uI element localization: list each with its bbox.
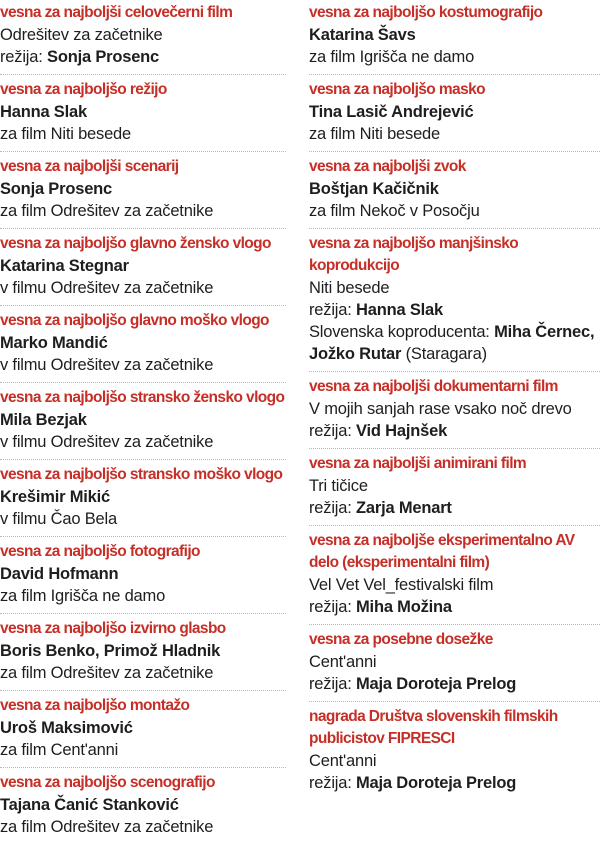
award-category: vesna za najboljšo scenografijo (0, 774, 215, 791)
coproducers-line (309, 321, 600, 365)
coproducer-names: Miha Černec, Jožko Rutar (309, 323, 595, 363)
winner-name: Krešimir Mikić (0, 488, 111, 506)
awards-column-left (0, 0, 286, 844)
winner-name: Boris Benko, Primož Hladnik (0, 642, 221, 660)
award-best-feature-film (0, 0, 286, 75)
award-detail: za film Odrešitev za začetnike (0, 202, 214, 220)
award-detail: za film Igrišča ne damo (0, 587, 166, 605)
director-label: režija: (309, 598, 352, 616)
director-line (0, 46, 286, 68)
award-category: vesna za najboljši scenarij (0, 158, 179, 175)
award-detail: v filmu Čao Bela (0, 510, 117, 528)
award-category: vesna za najboljšo glavno žensko vlogo (0, 235, 271, 252)
director-label: režija: (309, 499, 352, 517)
director-name: Vid Hajnšek (356, 422, 448, 440)
director-label: režija: (309, 301, 352, 319)
award-best-supporting-actress (0, 383, 286, 460)
winner-name: Hanna Slak (0, 103, 87, 121)
award-best-makeup (309, 75, 600, 152)
award-fipresci (309, 702, 600, 800)
award-category: vesna za najboljšo fotografijo (0, 543, 200, 560)
award-detail: za film Cent'anni (0, 741, 119, 759)
award-best-animated-film (309, 449, 600, 526)
director-label: režija: (309, 675, 352, 693)
award-detail: za film Niti besede (0, 125, 132, 143)
director-name: Hanna Slak (356, 301, 443, 319)
director-line (309, 596, 600, 618)
director-label: režija: (0, 48, 43, 66)
award-category: vesna za najboljšo stransko žensko vlogo (0, 389, 285, 406)
director-line (309, 772, 600, 794)
award-best-lead-actor (0, 306, 286, 383)
film-title: V mojih sanjah rase vsako noč drevo (309, 400, 572, 418)
award-category: vesna za najboljše eksperimentalno AV delo (eksperimentalni film) (309, 532, 575, 571)
award-best-lead-actress (0, 229, 286, 306)
award-best-sound (309, 152, 600, 229)
winner-name: Sonja Prosenc (0, 180, 113, 198)
award-detail: za film Odrešitev za začetnike (0, 818, 214, 836)
winner-name: Tina Lasič Andrejević (309, 103, 474, 121)
film-title: Odrešitev za začetnike (0, 26, 163, 44)
award-category: vesna za najboljšo montažo (0, 697, 190, 714)
director-name: Maja Doroteja Prelog (356, 675, 517, 693)
award-detail: za film Niti besede (309, 125, 441, 143)
winner-name: Mila Bezjak (0, 411, 87, 429)
award-detail: za film Odrešitev za začetnike (0, 664, 214, 682)
winner-name: David Hofmann (0, 565, 119, 583)
award-category: vesna za najboljši animirani film (309, 455, 527, 472)
award-best-documentary (309, 372, 600, 449)
coproducer-company: (Staragara) (405, 345, 487, 363)
film-title: Cent'anni (309, 752, 377, 770)
award-category: vesna za najboljši celovečerni film (0, 4, 233, 21)
winner-name: Tajana Čanić Stanković (0, 796, 179, 814)
film-title: Tri tičice (309, 477, 368, 495)
award-category: vesna za najboljšo režijo (0, 81, 167, 98)
winner-name: Uroš Maksimović (0, 719, 133, 737)
award-category: nagrada Društva slovenskih filmskih publicistov FIPRESCI (309, 708, 558, 747)
coproducer-label: Slovenska koproducenta: (309, 323, 490, 341)
film-title: Cent'anni (309, 653, 377, 671)
award-category: vesna za najboljšo masko (309, 81, 485, 98)
winner-name: Marko Mandić (0, 334, 108, 352)
award-detail: v filmu Odrešitev za začetnike (0, 433, 214, 451)
director-line (309, 299, 600, 321)
award-category: vesna za najboljšo kostumografijo (309, 4, 543, 21)
film-title: Niti besede (309, 279, 390, 297)
director-line (309, 420, 600, 442)
director-name: Maja Doroteja Prelog (356, 774, 517, 792)
award-category: vesna za najboljši zvok (309, 158, 466, 175)
film-title: Vel Vet Vel_festivalski film (309, 576, 494, 594)
award-best-original-music (0, 614, 286, 691)
winner-name: Katarina Stegnar (0, 257, 129, 275)
award-best-editing (0, 691, 286, 768)
director-line (309, 673, 600, 695)
award-category: vesna za najboljšo stransko moško vlogo (0, 466, 283, 483)
award-category: vesna za najboljšo glavno moško vlogo (0, 312, 269, 329)
director-name: Zarja Menart (356, 499, 452, 517)
award-best-supporting-actor (0, 460, 286, 537)
awards-column-right (309, 0, 600, 800)
award-best-direction (0, 75, 286, 152)
award-best-minority-coproduction (309, 229, 600, 372)
award-best-cinematography (0, 537, 286, 614)
award-best-screenplay (0, 152, 286, 229)
award-best-costume-design (309, 0, 600, 75)
director-label: režija: (309, 774, 352, 792)
award-detail: za film Igrišča ne damo (309, 48, 475, 66)
director-label: režija: (309, 422, 352, 440)
award-detail: v filmu Odrešitev za začetnike (0, 279, 214, 297)
director-line (309, 497, 600, 519)
director-name: Sonja Prosenc (47, 48, 160, 66)
award-category: vesna za najboljšo manjšinsko koprodukcijo (309, 235, 519, 274)
award-detail: za film Nekoč v Posočju (309, 202, 480, 220)
award-category: vesna za najboljši dokumentarni film (309, 378, 558, 395)
award-best-production-design (0, 768, 286, 844)
award-best-experimental-av (309, 526, 600, 625)
winner-name: Katarina Šavs (309, 26, 416, 44)
director-name: Miha Možina (356, 598, 452, 616)
award-special-achievement (309, 625, 600, 702)
award-category: vesna za posebne dosežke (309, 631, 493, 648)
winner-name: Boštjan Kačičnik (309, 180, 439, 198)
award-category: vesna za najboljšo izvirno glasbo (0, 620, 226, 637)
award-detail: v filmu Odrešitev za začetnike (0, 356, 214, 374)
